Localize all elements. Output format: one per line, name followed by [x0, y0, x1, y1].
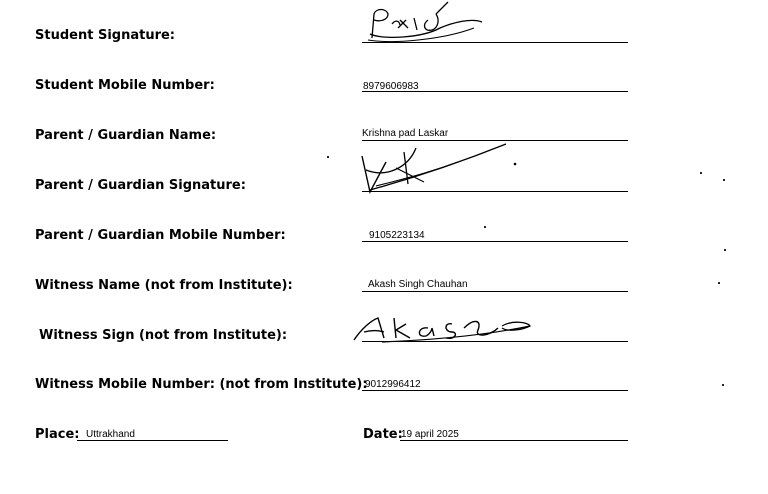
scan-speck [484, 226, 486, 228]
student-mobile-value: 8979606983 [363, 81, 419, 92]
date-label: Date: [363, 427, 403, 442]
parent-name-label: Parent / Guardian Name: [35, 128, 217, 143]
scan-speck [327, 156, 329, 158]
scan-speck [718, 282, 720, 284]
scan-speck [723, 179, 725, 181]
parent-signature-label: Parent / Guardian Signature: [35, 178, 246, 193]
student-mobile-label: Student Mobile Number: [35, 78, 215, 93]
witness-mobile-label: Witness Mobile Number: (not from Institute): [35, 377, 368, 392]
student-signature-label: Student Signature: [35, 28, 175, 43]
scan-speck [700, 172, 702, 174]
parent-name-value: Krishna pad Laskar [362, 128, 449, 139]
witness-mobile-value: 9012996412 [365, 379, 421, 390]
scan-speck [724, 249, 726, 251]
date-line [400, 440, 628, 441]
witness-name-value: Akash Singh Chauhan [368, 279, 468, 290]
parent-mobile-label: Parent / Guardian Mobile Number: [35, 228, 286, 243]
date-value: 19 april 2025 [401, 429, 459, 440]
parent-mobile-line [362, 241, 628, 242]
student-mobile-line [362, 91, 628, 92]
parent-signature-image [356, 140, 521, 198]
scan-speck [722, 384, 724, 386]
student-signature-image [362, 0, 487, 45]
witness-signature-image [352, 310, 534, 346]
witness-sign-label: Witness Sign (not from Institute): [39, 328, 288, 343]
place-line [77, 440, 228, 441]
place-label: Place: [35, 427, 80, 442]
parent-mobile-value: 9105223134 [369, 230, 425, 241]
place-value: Uttrakhand [86, 429, 135, 440]
witness-mobile-line [362, 390, 628, 391]
witness-name-label: Witness Name (not from Institute): [35, 278, 293, 293]
witness-name-line [362, 291, 628, 292]
